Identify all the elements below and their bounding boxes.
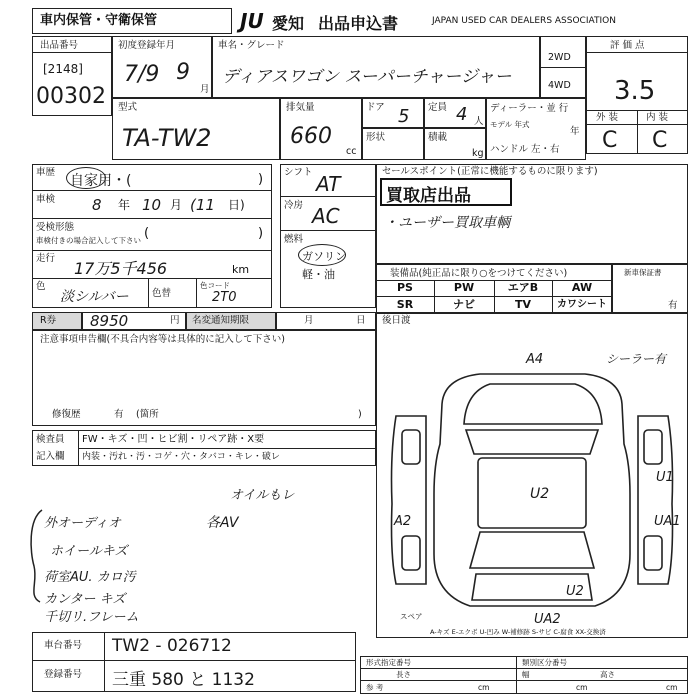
equip-aw: AW (571, 281, 593, 294)
rating-value: 3.5 (614, 76, 656, 106)
diagram-a2: A2 (394, 514, 412, 529)
car-rear-window (470, 532, 594, 568)
registration-label: 登録番号 (44, 669, 83, 680)
color-label: 色 (36, 281, 46, 292)
cat-label: 類別区分番号 (522, 658, 567, 667)
mileage-value: 17万5千456 (74, 259, 168, 278)
diagram-legend: A-キズ E-エクボ U-凹み W-補修跡 S-サビ C-腐食 XX-交換済 (430, 628, 606, 636)
drive-4wd: 4WD (548, 80, 571, 91)
inspection-label: 車検 (36, 194, 56, 205)
equip-leather: カワシート (557, 299, 607, 310)
capacity-unit: 人 (474, 116, 484, 127)
disp-unit: cc (346, 146, 357, 157)
recycle-value: 8950 (90, 312, 129, 330)
rear-left-wheel (402, 536, 420, 570)
front-left-wheel (402, 430, 420, 464)
accept-label: 受検形態 (36, 222, 75, 233)
form-title: 出品申込書 (318, 14, 399, 33)
history-paren-close: ) (258, 172, 264, 187)
shift-value: AT (316, 172, 341, 196)
ju-logo: JU (240, 9, 264, 33)
load-unit: kg (472, 148, 484, 159)
chassis-label: 車台番号 (44, 640, 83, 651)
inspection-day: (11 (190, 196, 215, 214)
equip-sr: SR (396, 298, 414, 311)
first-reg-label: 初度登録年月 (118, 40, 176, 51)
ac-value: AC (312, 204, 340, 228)
inspection-month-unit: 月 (170, 198, 183, 212)
inspection-month: 10 (142, 196, 162, 214)
capacity-label: 定員 (428, 102, 448, 113)
month-unit: 月 (200, 84, 210, 95)
sales-banner: 買取店出品 (386, 186, 471, 206)
diagram-shira: シーラー有 (606, 352, 667, 366)
org-name: 愛知 (272, 14, 305, 33)
lot-number: 00302 (36, 84, 106, 109)
shape-label: 形状 (366, 132, 386, 143)
ref-label: 参 考 (366, 683, 384, 692)
interior-value: C (652, 128, 668, 153)
door-value: 5 (398, 106, 410, 127)
handle-label: ハンドル 左・右 (490, 144, 560, 155)
repair-value: 有 (114, 409, 124, 420)
mileage-label: 走行 (36, 253, 56, 264)
first-reg-month: 9 (176, 60, 190, 85)
car-left-side (392, 416, 427, 584)
note-bracket-mark (20, 506, 50, 606)
note-oil: オイルもレ (230, 488, 295, 503)
equip-navi: ナビ (453, 298, 475, 311)
front-right-wheel (644, 430, 662, 464)
car-hood (464, 384, 602, 424)
fuel-label: 燃料 (284, 234, 304, 245)
repair-label: 修復歴 (52, 409, 81, 420)
car-windshield (466, 430, 598, 454)
cert-label: 形式指定番号 (366, 658, 411, 667)
sales-label: セールスポイント(正常に機能するものに限ります) (382, 166, 598, 177)
inspector-line2: 内装・汚れ・汚・コゲ・穴・タバコ・キレ・破レ (82, 452, 280, 462)
history-circle (66, 167, 106, 189)
exterior-value: C (602, 128, 618, 153)
rear-right-wheel (644, 536, 662, 570)
color-value: 淡シルバー (60, 289, 129, 305)
equipment-label: 装備品(純正品に限り○をつけてください) (390, 268, 568, 279)
model-year-label: モデル 年式 (490, 120, 530, 129)
note-wheel: ホイールキズ (50, 544, 128, 559)
fuel-circle (298, 244, 346, 266)
disp-value: 660 (290, 124, 332, 149)
association-name: JAPAN USED CAR DEALERS ASSOCIATION (432, 16, 616, 26)
diagram-ua1: UA1 (654, 514, 681, 529)
equip-tv: TV (514, 298, 532, 311)
model-value: TA-TW2 (122, 124, 212, 152)
inspection-day-unit: 日) (228, 198, 245, 212)
length-unit: cm (478, 683, 490, 692)
history-value: 自家用・( (70, 173, 132, 189)
inspector-label2: 記入欄 (36, 451, 65, 462)
equip-ps: PS (397, 281, 413, 294)
ac-label: 冷房 (284, 200, 304, 211)
rating-label: 評 価 点 (610, 40, 645, 51)
recycle-label: R券 (40, 315, 57, 326)
color-change-label: 色替 (152, 288, 172, 299)
accept-sub: 車検付きの場合記入して下さい (36, 236, 141, 245)
warranty-value: 有 (668, 300, 678, 311)
inspector-label1: 検査員 (36, 434, 65, 445)
diagram-spare: スペア (400, 612, 423, 621)
rear-seat-label: 後日渡 (382, 315, 411, 326)
diagram-u2-rear: U2 (566, 584, 584, 599)
sales-note: ・ユーザー買取車輌 (384, 215, 510, 231)
warranty-label: 新車保証書 (624, 268, 662, 277)
height-unit: cm (666, 683, 678, 692)
year-unit: 年 (570, 126, 580, 137)
color-code-value: 2T0 (212, 290, 237, 305)
accept-value: ( (144, 226, 150, 241)
lot-label: 出品番号 (40, 40, 79, 51)
note-trunk: 荷室AU. カロ汚 (44, 570, 136, 585)
storage-title: 車内保管・守衛保管 (40, 13, 158, 28)
note-frame: 千切リ.フレーム (44, 610, 139, 625)
shift-label: シフト (284, 167, 313, 178)
model-label: 型式 (118, 102, 138, 113)
inspection-year-unit: 年 (118, 198, 131, 212)
length-label: 長さ (396, 670, 411, 679)
inspection-year: 8 (92, 196, 102, 214)
inspector-line1: FW・キズ・凹・ヒビ割・リペア跡・X要 (82, 434, 265, 445)
equip-pw: PW (453, 281, 475, 294)
dealer-label: ディーラー・並 行 (490, 103, 569, 114)
color-code-label: 色コード (200, 281, 230, 290)
note-audio: 外オーディオ (44, 516, 121, 531)
mileage-unit: km (232, 263, 250, 276)
capacity-value: 4 (456, 104, 468, 125)
car-name: ディアスワゴン スーパーチャージャー (222, 67, 512, 87)
diagram-u2: U2 (530, 486, 550, 502)
diagram-a4: A4 (526, 352, 544, 367)
width-label: 幅 (522, 670, 530, 679)
exterior-label: 外 装 (596, 112, 619, 123)
drive-2wd: 2WD (548, 52, 571, 63)
diagram-ua2: UA2 (534, 612, 561, 627)
width-unit: cm (576, 683, 588, 692)
fuel-options: ガソリン 軽・油 (302, 250, 346, 281)
transfer-day: 日 (356, 315, 366, 326)
recycle-unit: 円 (170, 315, 180, 326)
notes-label: 注意事項申告欄(不具合内容等は具体的に記入して下さい) (40, 334, 285, 345)
disp-label: 排気量 (286, 102, 315, 113)
repair-close: ) (358, 409, 362, 420)
car-name-label: 車名・グレード (218, 40, 285, 51)
history-label: 車歴 (36, 167, 56, 178)
load-label: 積載 (428, 132, 448, 143)
transfer-label: 名変通知期限 (192, 315, 250, 326)
note-counter: カンター キズ (44, 592, 126, 607)
lot-bracket: [2148] (43, 62, 83, 76)
interior-label: 内 装 (646, 112, 669, 123)
accept-paren-close: ) (258, 226, 264, 241)
diagram-u1: U1 (656, 470, 674, 485)
note-av: 各AV (206, 515, 239, 531)
car-right-side (638, 416, 673, 584)
door-label: ドア (366, 102, 385, 113)
chassis-value: TW2 - 026712 (112, 636, 232, 656)
height-label: 高さ (600, 670, 615, 679)
registration-value: 三重 580 と 1132 (112, 670, 255, 690)
first-reg-year: 7/9 (124, 62, 160, 87)
repair-place: (箇所 (136, 409, 159, 420)
transfer-month: 月 (304, 315, 314, 326)
equip-airbag: エアB (507, 281, 539, 294)
